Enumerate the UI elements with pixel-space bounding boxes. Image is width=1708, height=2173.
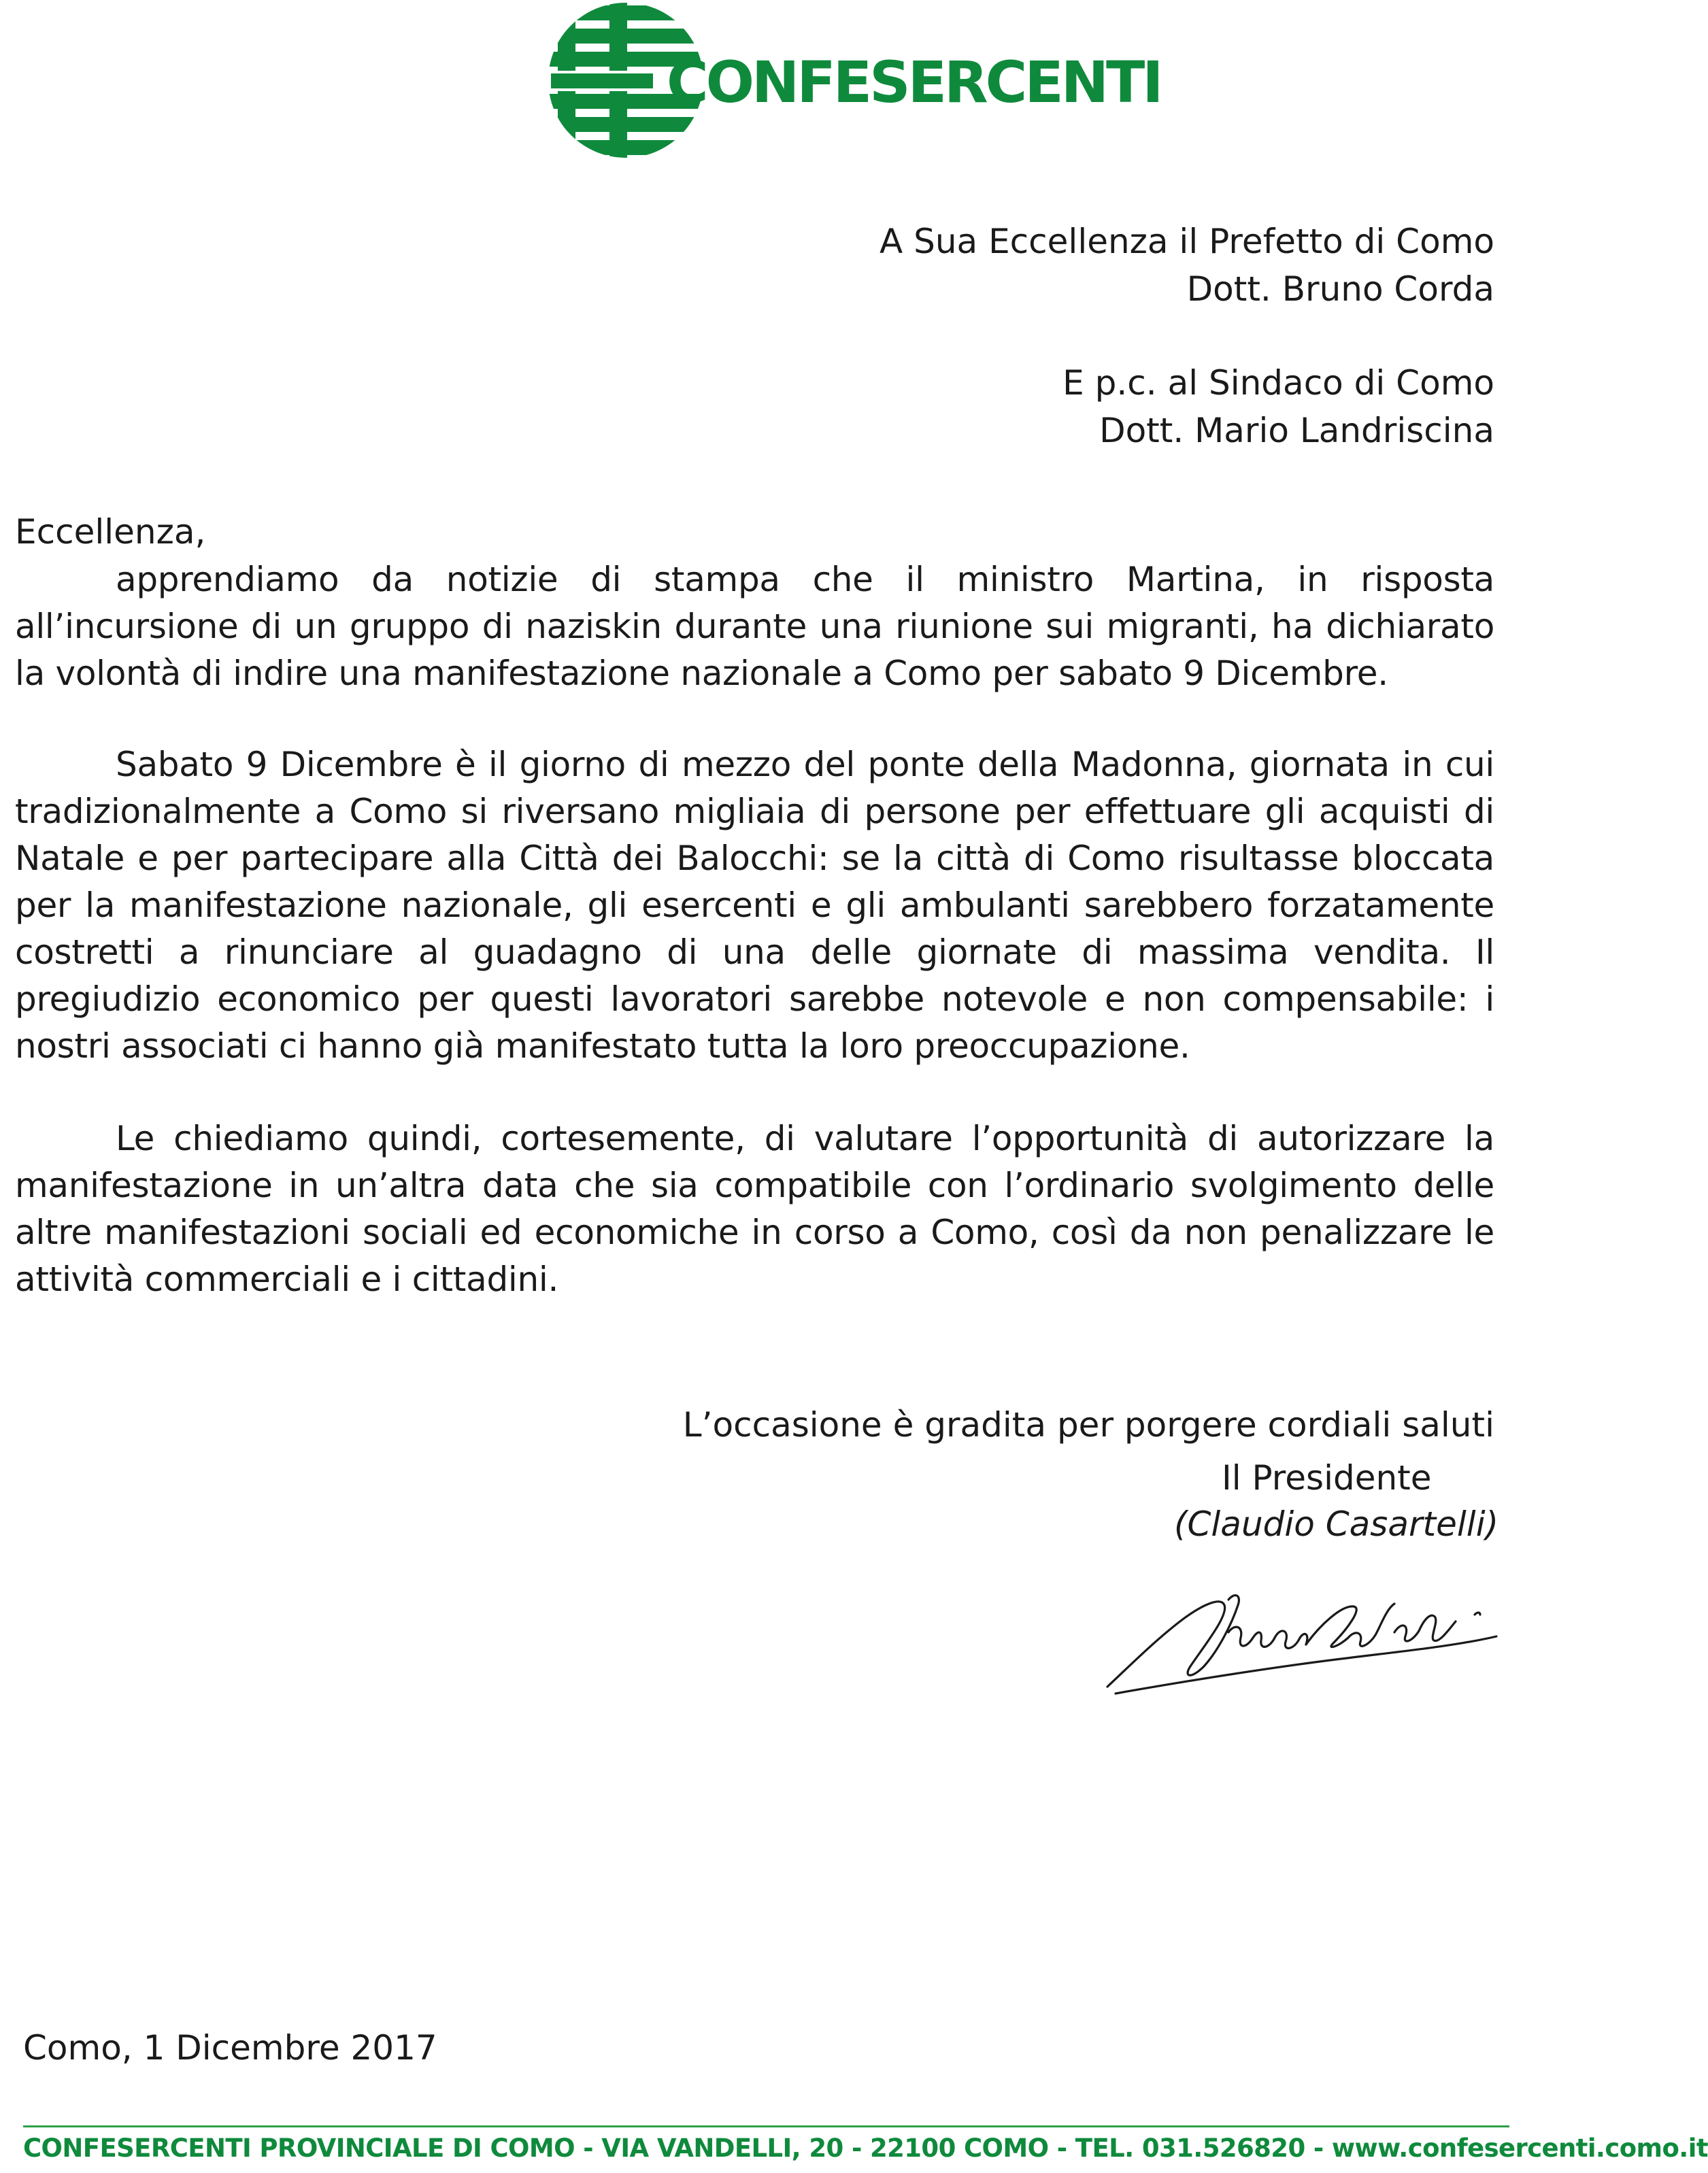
- cc-line-1: E p.c. al Sindaco di Como: [1062, 363, 1494, 403]
- recipient-line-2: Dott. Bruno Corda: [1186, 269, 1494, 309]
- confesercenti-logo: [544, 0, 1161, 163]
- paragraph-3: Le chiediamo quindi, cortesemente, di valutare l’opportunità di autorizzare la manifestazione in un’altra data che sia compatibile con l’ordinario svolgimento delle altre manifestazioni sociali ed economiche in corso a Como, così da non penalizzare le attività commerciali e i cittadini.: [15, 1119, 1494, 1299]
- confesercenti-globe-icon: [544, 0, 1161, 163]
- recipient-line-1: A Sua Eccellenza il Prefetto di Como: [880, 222, 1494, 261]
- paragraph-2: Sabato 9 Dicembre è il giorno di mezzo del ponte della Madonna, giornata in cui tradizionalmente a Como si riversano migliaia di persone per effettuare gli acquisti di Natale e per partecipare alla Città dei Balocchi: se la città di Como risultasse bloccata per la manifestazione nazionale, gli esercenti e gli ambulanti sarebbero forzatamente costretti a rinunciare al guadagno di una delle giornate di massima vendita. Il pregiudizio economico per questi lavoratori sarebbe notevole e non compensabile: i nostri associati ci hanno già manifestato tutta la loro preoccupazione.: [15, 745, 1494, 1066]
- signatory-title: Il Presidente: [1222, 1458, 1432, 1498]
- letter-date: Como, 1 Dicembre 2017: [23, 2028, 437, 2068]
- closing-greeting: L’occasione è gradita per porgere cordiali saluti: [682, 1405, 1494, 1445]
- cc-block: [1062, 359, 1494, 454]
- salutation: Eccellenza,: [15, 512, 206, 552]
- footer-address: CONFESERCENTI PROVINCIALE DI COMO - VIA VANDELLI, 20 - 22100 COMO - TEL. 031.526820 - www.confesercenti.como.it: [23, 2134, 1708, 2163]
- cc-line-2: Dott. Mario Landriscina: [1099, 411, 1494, 450]
- logo-wordmark: CONFESERCENTI: [667, 49, 1161, 116]
- handwritten-signature-icon: [1102, 1564, 1503, 1700]
- recipient-block: [880, 218, 1494, 313]
- signatory-name: (Claudio Casartelli): [1174, 1504, 1499, 1544]
- paragraph-1: apprendiamo da notizie di stampa che il ministro Martina, in risposta all’incursione di un gruppo di naziskin durante una riunione sui migranti, ha dichiarato la volontà di indire una manifestazione nazionale a Como per sabato 9 Dicembre.: [15, 560, 1494, 693]
- footer-divider: [23, 2125, 1509, 2127]
